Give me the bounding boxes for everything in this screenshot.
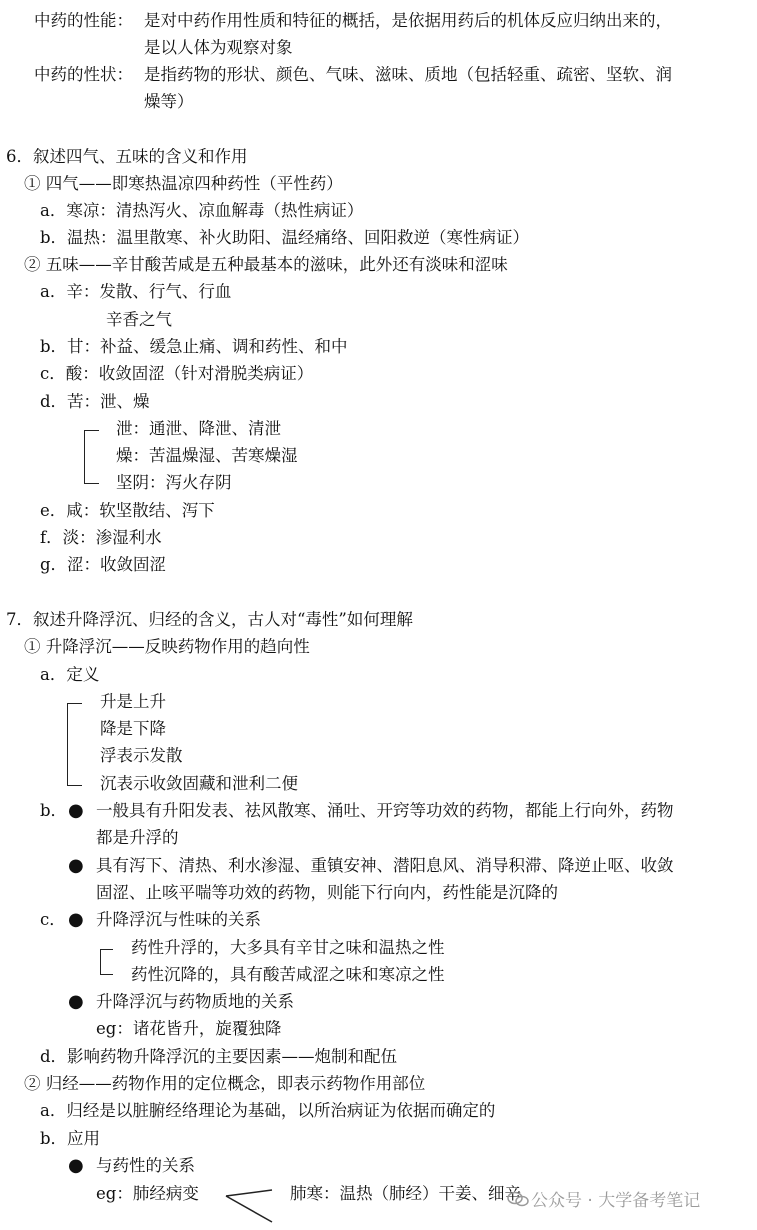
sjfc-heading: ① 升降浮沉——反映药物作用的趋向性 xyxy=(24,637,310,656)
sjfc-c2: 升降浮沉与药物质地的关系 xyxy=(96,992,294,1011)
watermark-text: 公众号 · 大学备考笔记 xyxy=(531,1191,701,1211)
sjfc-c1-b: 药性沉降的，具有酸苦咸涩之味和寒凉之性 xyxy=(131,965,445,984)
siqi-b: b．温热：温里散寒、补火助阳、温经痛络、回阳救逆（寒性病证） xyxy=(40,228,530,247)
xingneng-label: 中药的性能： xyxy=(34,11,133,30)
sjfc-a-1: 升是上升 xyxy=(100,692,166,711)
xingneng-text-1: 是对中药作用性质和特征的概括，是依据用药后的机体反应归纳出来的， xyxy=(144,11,672,30)
wuwei-a-2: 辛香之气 xyxy=(106,310,172,329)
bullet-b1: ● xyxy=(68,800,84,821)
wuwei-g: g．涩：收敛固涩 xyxy=(40,555,167,574)
sjfc-b2-2: 固涩、止咳平喘等功效的药物，则能下行向内，药性能是沉降的 xyxy=(96,883,558,902)
bracket-definition xyxy=(67,703,82,786)
wechat-icon xyxy=(507,1191,529,1207)
sjfc-c1-a: 药性升浮的，大多具有辛甘之味和温热之性 xyxy=(131,938,445,957)
wuwei-c: c．酸：收敛固涩（针对滑脱类病证） xyxy=(40,364,314,383)
sjfc-c-label: c． xyxy=(40,910,66,929)
guijing-a: a．归经是以脏腑经络理论为基础，以所治病证为依据而确定的 xyxy=(40,1101,496,1120)
sjfc-b1-2: 都是升浮的 xyxy=(96,828,179,847)
wuwei-d: d．苦：泄、燥 xyxy=(40,392,150,411)
xingzhuang-text-1: 是指药物的形状、颜色、气味、滋味、质地（包括轻重、疏密、坚软、润 xyxy=(144,65,672,84)
guijing-b-eg-right: 肺寒：温热（肺经）干姜、细辛 xyxy=(290,1184,521,1203)
xingneng-text-2: 是以人体为观察对象 xyxy=(144,38,293,57)
bracket-ku xyxy=(84,430,99,484)
guijing-b-eg: eg：肺经病变 xyxy=(96,1184,199,1203)
sjfc-b1-1: 一般具有升阳发表、祛风散寒、涌吐、开窍等功效的药物，都能上行向外，药物 xyxy=(96,801,674,820)
sjfc-c1: 升降浮沉与性味的关系 xyxy=(96,910,261,929)
sjfc-a: a．定义 xyxy=(40,665,100,684)
guijing-heading: ② 归经——药物作用的定位概念，即表示药物作用部位 xyxy=(24,1074,426,1093)
section-7-title: 7．叙述升降浮沉、归经的含义，古人对“毒性”如何理解 xyxy=(6,610,413,629)
sjfc-b2-1: 具有泻下、清热、利水渗湿、重镇安神、潜阳息风、消导积滞、降逆止呕、收敛 xyxy=(96,856,674,875)
siqi-heading: ① 四气——即寒热温凉四种药性（平性药） xyxy=(24,174,343,193)
bullet-gb1: ● xyxy=(68,1155,84,1176)
bullet-c1: ● xyxy=(68,909,84,930)
wuwei-e: e．咸：软坚散结、泻下 xyxy=(40,501,215,520)
sjfc-a-3: 浮表示发散 xyxy=(100,746,183,765)
sjfc-c2-eg: eg：诸花皆升，旋覆独降 xyxy=(96,1019,282,1038)
sjfc-a-2: 降是下降 xyxy=(100,719,166,738)
sjfc-b-label: b． xyxy=(40,801,68,820)
sjfc-a-4: 沉表示收敛固藏和泄利二便 xyxy=(100,774,298,793)
section-6-title: 6．叙述四气、五味的含义和作用 xyxy=(6,147,248,166)
branch-lines xyxy=(224,1186,276,1226)
wuwei-d-2: 燥：苦温燥湿、苦寒燥湿 xyxy=(116,446,298,465)
wuwei-a: a．辛：发散、行气、行血 xyxy=(40,282,232,301)
xingzhuang-text-2: 燥等） xyxy=(144,92,194,111)
wuwei-f: f．淡：渗湿利水 xyxy=(40,528,162,547)
sjfc-d: d．影响药物升降浮沉的主要因素——炮制和配伍 xyxy=(40,1047,398,1066)
siqi-a: a．寒凉：清热泻火、凉血解毒（热性病证） xyxy=(40,201,364,220)
guijing-b: b．应用 xyxy=(40,1129,101,1148)
wuwei-d-1: 泄：通泄、降泄、清泄 xyxy=(116,419,281,438)
wuwei-b: b．甘：补益、缓急止痛、调和药性、和中 xyxy=(40,337,348,356)
bracket-xingwei xyxy=(100,949,113,975)
wuwei-d-3: 坚阴：泻火存阴 xyxy=(116,473,232,492)
bullet-c2: ● xyxy=(68,991,84,1012)
bullet-b2: ● xyxy=(68,855,84,876)
xingzhuang-label: 中药的性状： xyxy=(34,65,133,84)
guijing-b1: 与药性的关系 xyxy=(96,1156,195,1175)
wuwei-heading: ② 五味——辛甘酸苦咸是五种最基本的滋味，此外还有淡味和涩味 xyxy=(24,255,508,274)
